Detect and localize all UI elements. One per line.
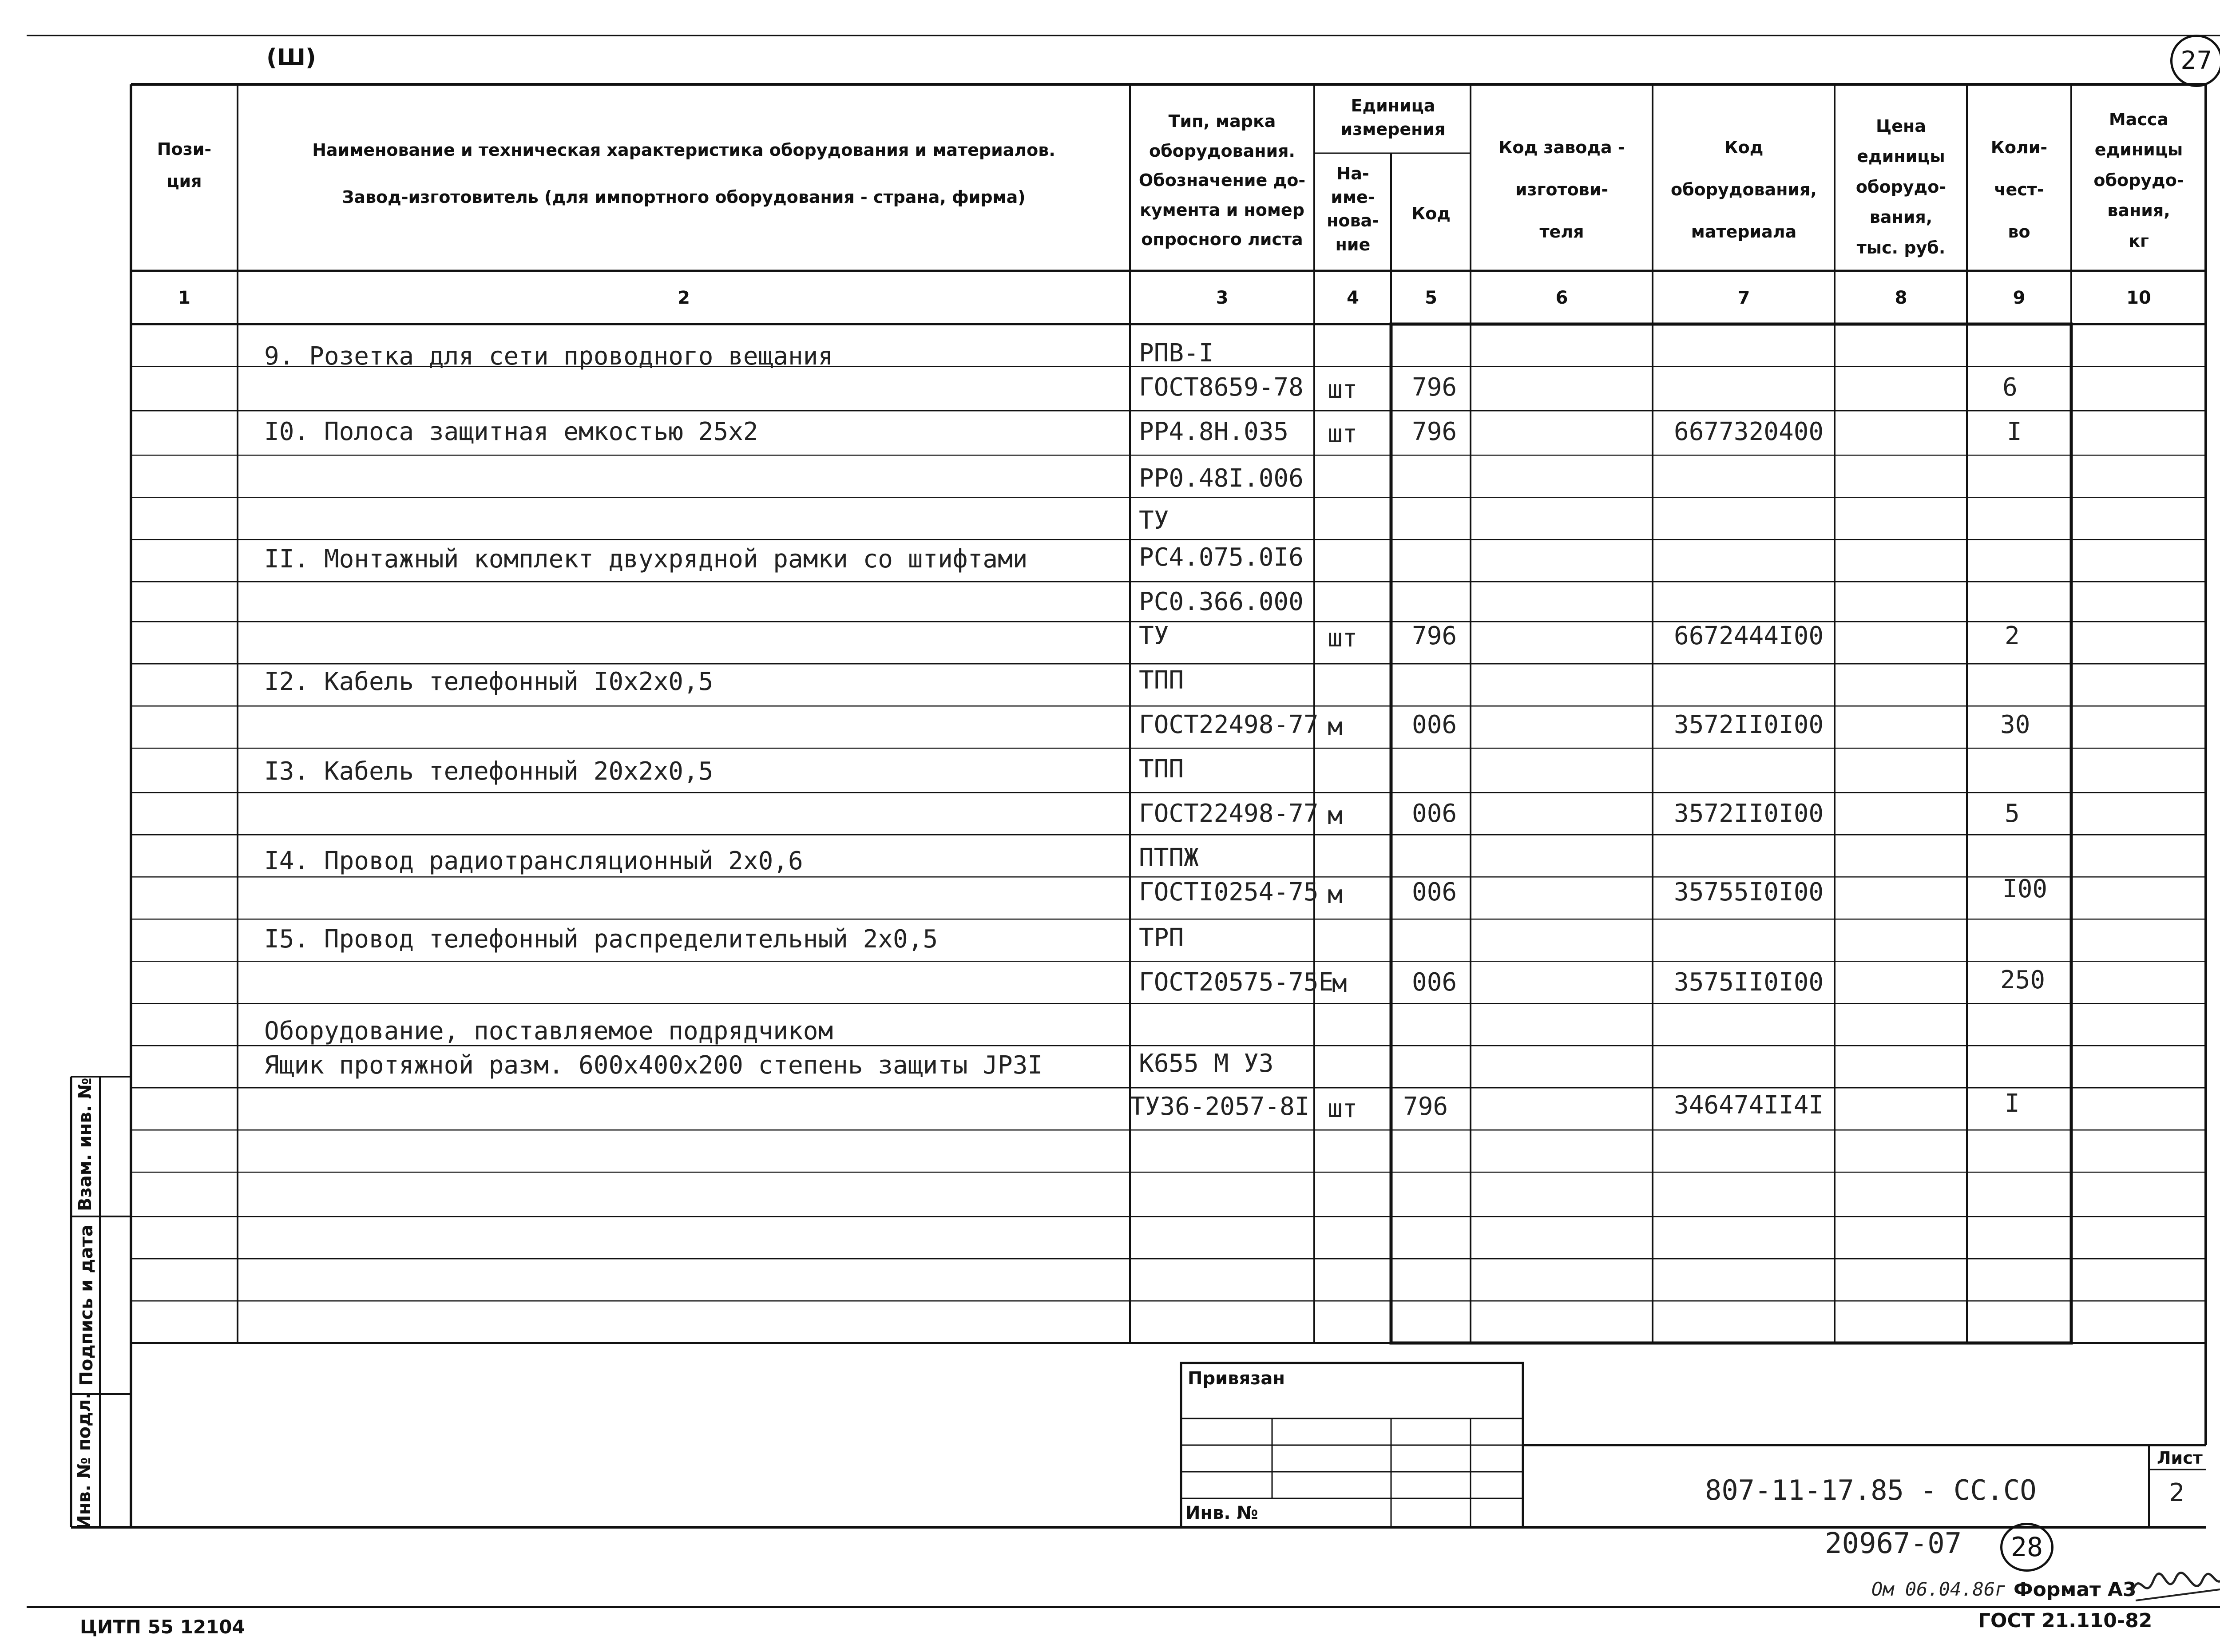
side-label-inv: Инв. № подл.	[74, 1392, 95, 1530]
row-15-unit: м	[1332, 969, 1347, 998]
signature-scribble	[2127, 1563, 2220, 1607]
page-circle-number: 27	[2180, 46, 2212, 75]
colnum-1: 1	[178, 288, 190, 308]
row-1-type: ГОСТ8659-78	[1139, 373, 1304, 402]
row-7-code: 796	[1412, 622, 1457, 650]
row-11-type: ГОСТ22498-77	[1139, 799, 1319, 828]
side-label-vzam: Взам. инв. №	[75, 1078, 95, 1211]
archive-circle-number: 28	[2010, 1532, 2043, 1563]
row-0-type: РПВ-I	[1139, 339, 1214, 368]
format-label: Формат А3	[2014, 1578, 2137, 1601]
row-9-code: 006	[1412, 710, 1457, 739]
row-18-unit: шт	[1328, 1094, 1358, 1123]
archive-circle	[2000, 1523, 2054, 1572]
stamp-privyazan: Привязан	[1188, 1368, 1285, 1389]
row-2-code: 796	[1412, 417, 1457, 446]
row-6-type: РС0.366.000	[1139, 587, 1304, 616]
row-2-name: I0. Полоса защитная емкостью 25х2	[264, 417, 758, 446]
colnum-3: 3	[1216, 288, 1229, 308]
header-unit-group: Единица измерения	[1340, 96, 1446, 139]
colnum-8: 8	[1895, 288, 1907, 308]
row-9-type: ГОСТ22498-77	[1139, 710, 1319, 739]
row-7-type: ТУ	[1139, 622, 1169, 650]
side-label-podpis: Подпись и дата	[76, 1224, 97, 1386]
stamp-inv-no: Инв. №	[1185, 1503, 1258, 1523]
row-8-type: ТПП	[1139, 666, 1184, 695]
row-7-equip: 6672444I00	[1674, 622, 1824, 650]
tsitp-label: ЦИТП 55 12104	[80, 1616, 245, 1638]
header-unit-name: На- име- нова- ние	[1327, 164, 1379, 254]
colnum-2: 2	[678, 288, 690, 308]
row-9-qty: 30	[2000, 710, 2030, 739]
row-3-type: РР0.48I.006	[1139, 464, 1304, 493]
header-equip-code: Код оборудования, материала	[1671, 138, 1817, 242]
row-0-name: 9. Розетка для сети проводного вещания	[264, 342, 833, 371]
header-price: Цена единицы оборудо- вания, тыс. руб.	[1855, 116, 1946, 258]
row-14-type: ТРП	[1139, 923, 1184, 952]
row-13-code: 006	[1412, 878, 1457, 907]
header-qty: Коли- чест- во	[1990, 138, 2048, 242]
row-8-name: I2. Кабель телефонный I0х2х0,5	[264, 667, 714, 696]
header-name: Наименование и техническая характеристика оборудования и материалов. Завод-изготовитель (для импортного оборудования - страна, фирма)	[312, 140, 1055, 207]
stamp-list-label: Лист	[2157, 1448, 2203, 1468]
row-12-name: I4. Провод радиотрансляционный 2х0,6	[264, 847, 803, 876]
row-5-type: РС4.075.0I6	[1139, 543, 1304, 572]
row-15-qty: 250	[2000, 966, 2046, 994]
colnum-6: 6	[1555, 288, 1568, 308]
row-18-code: 796	[1403, 1092, 1448, 1121]
row-13-type: ГОСТI0254-75	[1139, 878, 1319, 907]
row-11-qty: 5	[2005, 799, 2020, 828]
gost-label: ГОСТ 21.110-82	[1978, 1609, 2153, 1632]
row-7-unit: шт	[1328, 624, 1358, 653]
row-10-name: I3. Кабель телефонный 20х2х0,5	[264, 757, 714, 786]
row-16-name: Оборудование, поставляемое подрядчиком	[264, 1017, 833, 1046]
row-13-qty: I00	[2002, 875, 2048, 903]
row-18-equip: 346474II4I	[1674, 1091, 1824, 1120]
top-mark: (Ш)	[266, 44, 316, 71]
row-18-type: ТУ36-2057-8I	[1130, 1092, 1310, 1121]
row-10-type: ТПП	[1139, 755, 1184, 784]
row-17-name: Ящик протяжной разм. 600х400х200 степень защиты JР3I	[264, 1051, 1043, 1080]
row-2-qty: I	[2007, 417, 2022, 446]
row-2-equip: 6677320400	[1674, 417, 1824, 446]
row-12-type: ПТПЖ	[1139, 844, 1199, 872]
row-18-qty: I	[2005, 1089, 2020, 1118]
header-mass: Масса единицы оборудо- вания, кг	[2093, 110, 2184, 251]
row-4-type: ТУ	[1139, 506, 1169, 535]
row-1-code: 796	[1412, 373, 1457, 402]
archive-number: 20967-07	[1825, 1527, 1962, 1560]
row-2-type: РР4.8Н.035	[1139, 417, 1289, 446]
row-14-name: I5. Провод телефонный распределительный 2х0,5	[264, 925, 938, 954]
row-9-equip: 3572II0I00	[1674, 710, 1824, 739]
colnum-10: 10	[2126, 288, 2151, 308]
colnum-4: 4	[1347, 288, 1359, 308]
row-9-unit: м	[1328, 713, 1343, 741]
row-15-code: 006	[1412, 968, 1457, 997]
colnum-5: 5	[1425, 288, 1437, 308]
header-type: Тип, марка оборудования. Обозначение до- кумента и номер опросного листа	[1138, 111, 1306, 249]
row-13-unit: м	[1328, 880, 1343, 909]
row-7-qty: 2	[2005, 622, 2020, 650]
row-2-unit: шт	[1328, 420, 1358, 448]
row-1-qty: 6	[2002, 373, 2018, 402]
row-13-equip: 35755I0I00	[1674, 878, 1824, 907]
header-factory-code: Код завода - изготови- теля	[1498, 138, 1625, 242]
colnum-7: 7	[1737, 288, 1750, 308]
row-11-code: 006	[1412, 799, 1457, 828]
signature-icon	[2127, 1563, 2220, 1607]
header-position: Пози- ция	[157, 139, 212, 191]
stamp-list-no: 2	[2169, 1478, 2185, 1507]
row-5-name: II. Монтажный комплект двухрядной рамки со штифтами	[264, 545, 1028, 574]
row-15-equip: 3575II0I00	[1674, 968, 1824, 997]
row-11-unit: м	[1328, 801, 1343, 830]
header-unit-code: Код	[1411, 204, 1451, 223]
row-17-type: К655 М УЗ	[1139, 1049, 1274, 1078]
colnum-9: 9	[2013, 288, 2026, 308]
row-11-equip: 3572II0I00	[1674, 799, 1824, 828]
row-1-unit: шт	[1328, 375, 1358, 404]
signature-date: Ом 06.04.86г	[1871, 1578, 2006, 1600]
stamp-doc-code: 807-11-17.85 - СС.СО	[1705, 1474, 2037, 1506]
row-15-type: ГОСТ20575-75Е	[1139, 968, 1334, 997]
